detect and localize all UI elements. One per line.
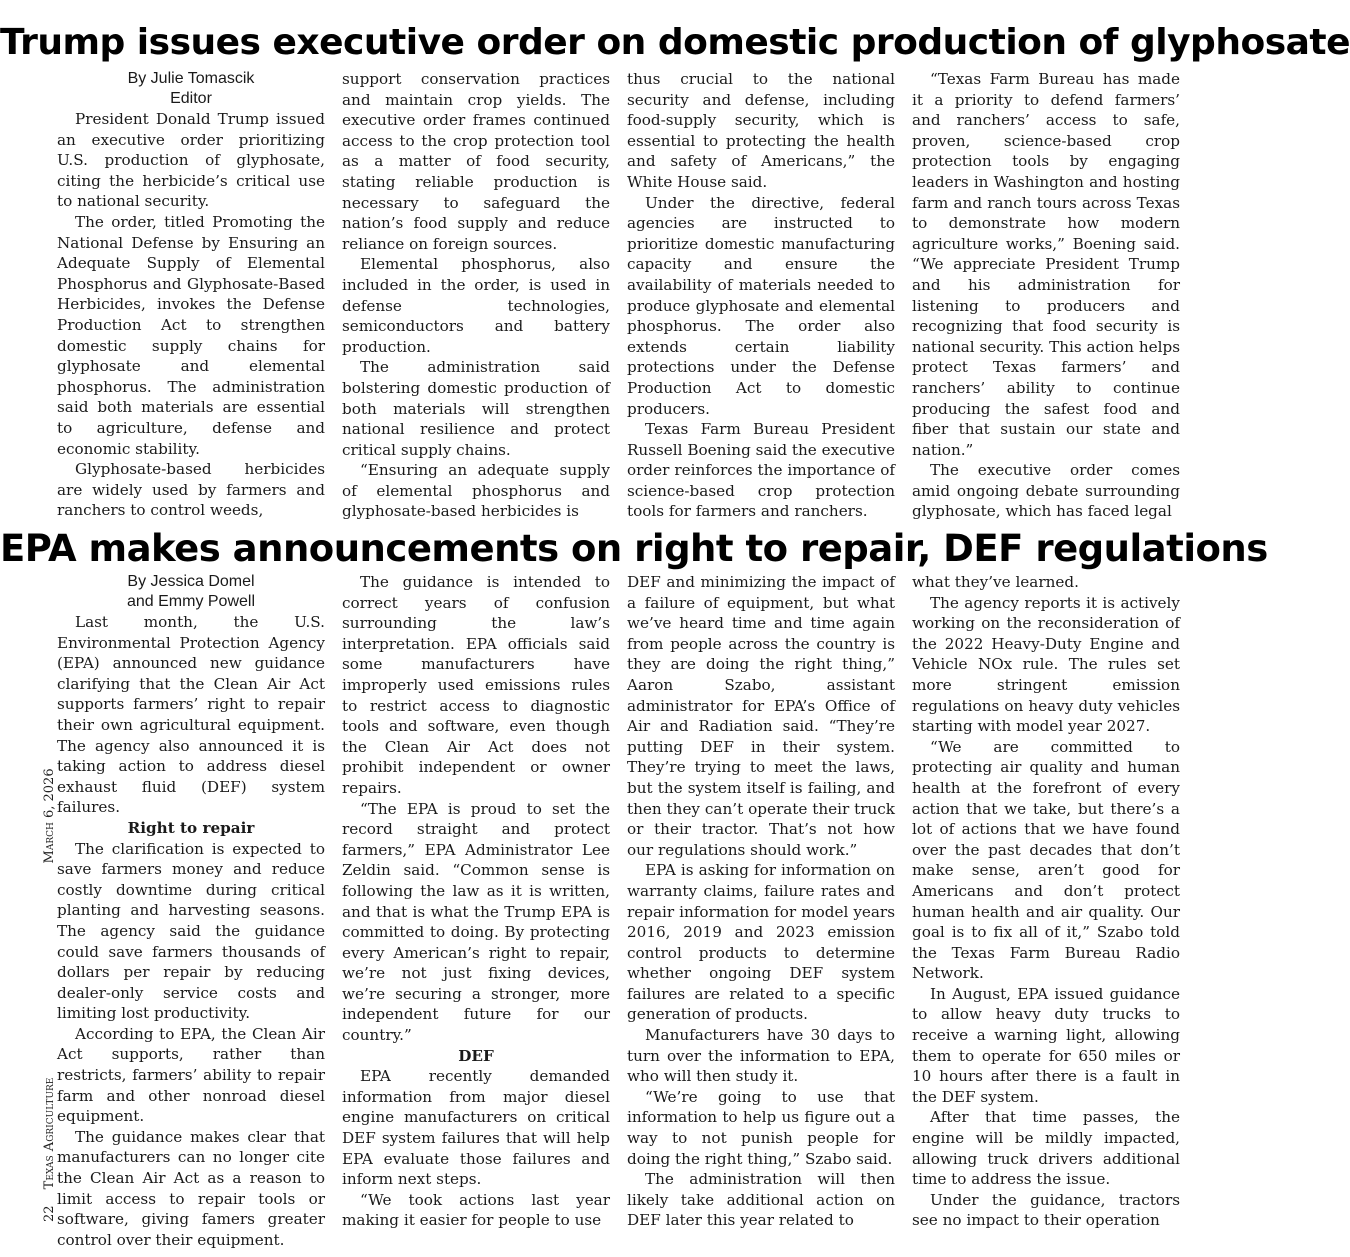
- body-paragraph: The guidance makes clear that manufacturers can no longer cite the Clean Air Act as a reason to limit access to repair tools or software, giving famers greater control over their equipment.: [57, 1127, 325, 1249]
- body-paragraph-continued: what they’ve learned.: [912, 573, 1079, 591]
- article2-column-1: [57, 572, 325, 1250]
- article1-column-4: [912, 69, 1180, 521]
- article1-headline: Trump issues executive order on domestic production of glyphosate: [0, 22, 1350, 63]
- body-paragraph-continued: The guidance is intended to correct years of confusion surrounding the law’s interpretation. EPA officials said some manufacturers have improperly used emissions rules to restrict access to diagnostic tools and software, even though the Clean Air Act does not prohibit independent or owner repairs.: [342, 573, 610, 797]
- subhead-def: DEF: [458, 1046, 494, 1065]
- body-paragraph: The executive order comes amid ongoing debate surrounding glyphosate, which has faced legal: [912, 461, 1180, 521]
- body-paragraph: The agency reports it is actively working on the reconsideration of the 2022 Heavy-Duty Engine and Vehicle NOx rule. The rules set more stringent emission regulations on heavy duty vehicles starting with model year 2027.: [912, 593, 1180, 736]
- page-folio: [40, 768, 60, 1222]
- subhead-right-to-repair: Right to repair: [127, 818, 255, 837]
- body-paragraph: Under the guidance, tractors see no impact to their operation: [912, 1190, 1180, 1230]
- body-paragraph: The order, titled Promoting the National Defense by Ensuring an Adequate Supply of Elemental Phosphorus and Glyphosate-Based Herbicides, invokes the Defense Production Act to strengthen domestic supply chains for glyphosate and elemental phosphorus. The administration said both materials are essential to agriculture, defense and economic stability.: [57, 212, 325, 458]
- body-paragraph-continued: “Texas Farm Bureau has made it a priority to defend farmers’ and ranchers’ access to safe, proven, science-based crop protection tools by engaging leaders in Washington and hosting farm and ranch tours across Texas to demonstrate how modern agriculture works,” Boening said. “We appreciate President Trump and his administration for listening to producers and recognizing that food security is national security. This action helps protect Texas farmers’ and ranchers’ ability to continue producing the safest food and fiber that sustain our state and nation.”: [912, 70, 1180, 459]
- article1-column-1: [57, 69, 325, 521]
- body-paragraph-continued: DEF and minimizing the impact of a failure of equipment, but what we’ve heard time and time again from people across the country is they are doing the right thing,” Aaron Szabo, assistant administrator for EPA’s Office of Air and Radiation said. “They’re putting DEF in their system. They’re trying to meet the laws, but the system itself is failing, and then they can’t operate their truck or their tractor. That’s not how our regulations should work.”: [627, 573, 895, 859]
- article1-column-3: [627, 69, 895, 521]
- body-paragraph: “Ensuring an adequate supply of elemental phosphorus and glyphosate-based herbicides is: [342, 461, 610, 521]
- body-paragraph: The administration said bolstering domestic production of both materials will strengthen national resilience and protect critical supply chains.: [342, 358, 610, 459]
- byline-authors: By Jessica Domel: [127, 573, 255, 590]
- issue-date: March 6, 2026: [42, 768, 57, 864]
- body-paragraph: “We are committed to protecting air quality and human health at the forefront of every action that we take, but there’s a lot of actions that we have found over the past decades that don’t make sense, aren’t good for Americans and don’t protect human health and air quality. Our goal is to fix all of it,” Szabo told the Texas Farm Bureau Radio Network.: [912, 737, 1180, 983]
- article1-column-2: [342, 69, 610, 521]
- body-paragraph: In August, EPA issued guidance to allow heavy duty trucks to receive a warning light, allowing them to operate for 650 miles or 10 hours after there is a fault in the DEF system.: [912, 984, 1180, 1106]
- body-paragraph: EPA recently demanded information from major diesel engine manufacturers on critical DEF system failures that will help EPA evaluate those failures and inform next steps.: [342, 1067, 610, 1189]
- body-paragraph: Elemental phosphorus, also included in the order, is used in defense technologies, semiconductors and battery production.: [342, 255, 610, 356]
- body-paragraph: “We’re going to use that information to help us figure out a way to not punish people for doing the right thing,” Szabo said.: [627, 1087, 895, 1168]
- body-paragraph-continued: thus crucial to the national security and defense, including food-supply security, which is essential to protecting the health and safety of Americans,” the White House said.: [627, 70, 895, 191]
- body-paragraph: The clarification is expected to save farmers money and reduce costly downtime during critical planting and harvesting seasons. The agency said the guidance could save farmers thousands of dollars per repair by reducing dealer-only service costs and limiting lost productivity.: [57, 839, 325, 1023]
- body-paragraph: According to EPA, the Clean Air Act supports, rather than restricts, farmers’ ability to repair farm and other nonroad diesel equipment.: [57, 1024, 325, 1126]
- body-paragraph: After that time passes, the engine will be mildly impacted, allowing truck drivers additional time to address the issue.: [912, 1108, 1180, 1189]
- body-paragraph: “The EPA is proud to set the record straight and protect farmers,” EPA Administrator Lee Zeldin said. “Common sense is following the law as it is written, and that is what the Trump EPA is committed to doing. By protecting every American’s right to repair, we’re not just fixing devices, we’re securing a stronger, more independent future for our country.”: [342, 799, 610, 1045]
- article2-column-4: [912, 572, 1180, 1250]
- article2-column-2: [342, 572, 610, 1250]
- body-paragraph: President Donald Trump issued an executive order prioritizing U.S. production of glyphosate, citing the herbicide’s critical use to national security.: [57, 110, 325, 211]
- body-paragraph: “We took actions last year making it easier for people to use: [342, 1190, 610, 1230]
- byline-author: By Julie Tomascik: [127, 70, 255, 87]
- byline-authors: and Emmy Powell: [126, 593, 256, 610]
- article2-headline: EPA makes announcements on right to repair, DEF regulations: [0, 527, 1268, 570]
- body-paragraph: Manufacturers have 30 days to turn over the information to EPA, who will then study it.: [627, 1026, 895, 1086]
- body-paragraph: The administration will then likely take additional action on DEF later this year related to: [627, 1170, 895, 1230]
- body-paragraph: Under the directive, federal agencies are instructed to prioritize domestic manufacturing capacity and ensure the availability of materials needed to produce glyphosate and elemental phosphorus. The order also extends certain liability protections under the Defense Production Act to domestic producers.: [627, 193, 895, 418]
- page-number: 22: [42, 1205, 57, 1222]
- body-paragraph: Texas Farm Bureau President Russell Boening said the executive order reinforces the importance of science-based crop protection tools for farmers and ranchers.: [627, 420, 895, 521]
- body-paragraph-continued: support conservation practices and maintain crop yields. The executive order frames continued access to the crop protection tool as a matter of food security, stating reliable production is necessary to safeguard the nation’s food supply and reduce reliance on foreign sources.: [342, 70, 610, 253]
- body-paragraph: EPA is asking for information on warranty claims, failure rates and repair information for model years 2016, 2019 and 2023 emission control products to determine whether ongoing DEF system failures are related to a specific generation of products.: [627, 861, 895, 1024]
- article2-column-3: [627, 572, 895, 1250]
- publication-name: Texas Agriculture: [42, 1077, 57, 1190]
- body-paragraph: Glyphosate-based herbicides are widely used by farmers and ranchers to control weeds,: [57, 460, 325, 520]
- body-paragraph: Last month, the U.S. Environmental Protection Agency (EPA) announced new guidance clarifying that the Clean Air Act supports farmers’ right to repair their own agricultural equipment. The agency also announced it is taking action to address diesel exhaust fluid (DEF) system failures.: [57, 613, 325, 817]
- byline-title: Editor: [170, 90, 212, 107]
